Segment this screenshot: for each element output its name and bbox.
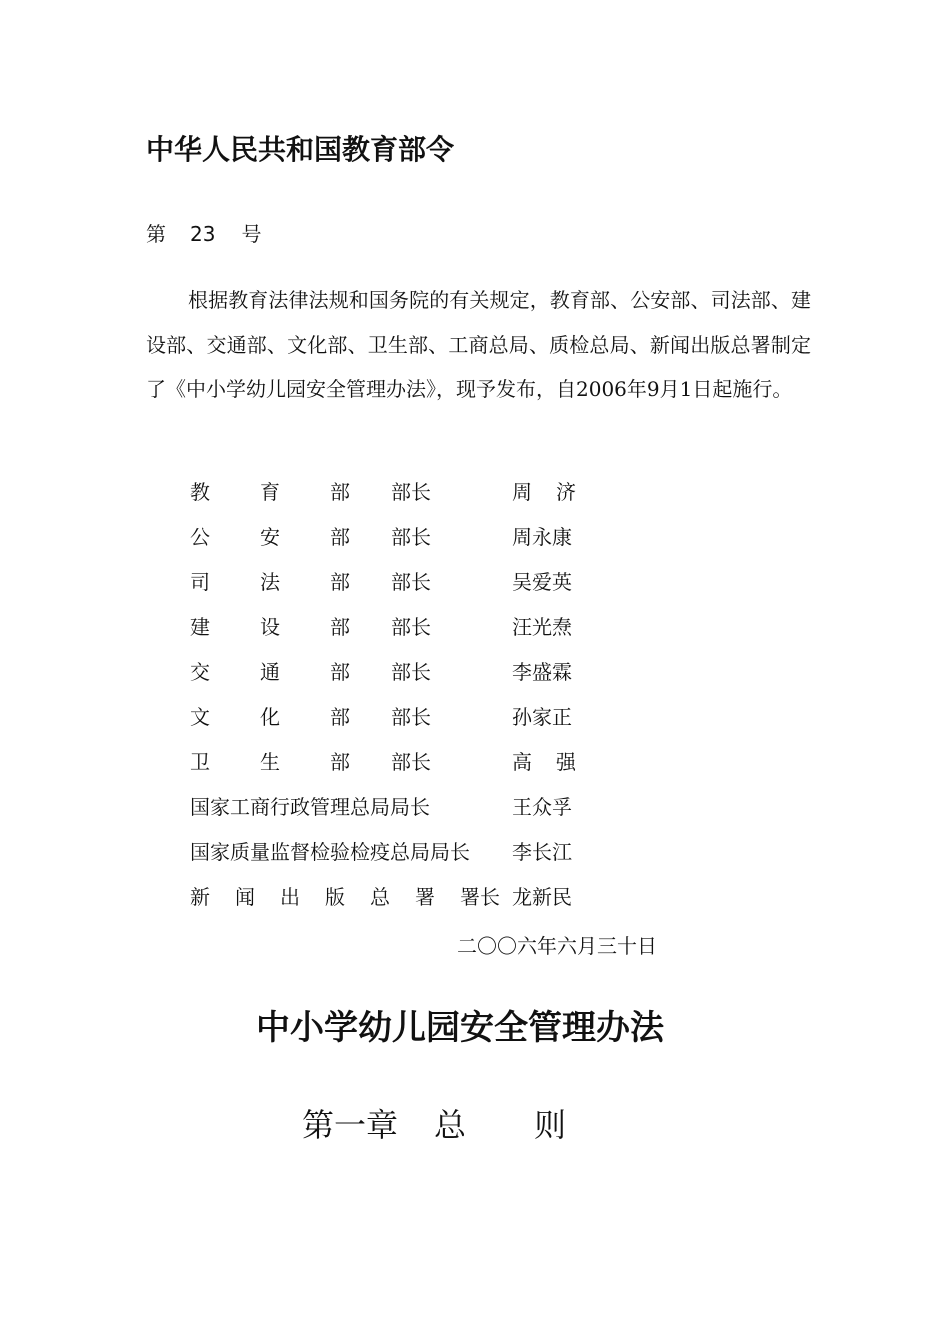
signatory-org	[190, 701, 350, 730]
org-char: 部	[330, 750, 350, 774]
order-number	[146, 218, 261, 247]
signatory-name: 龙新民	[512, 885, 572, 909]
signatory-title: 部长	[391, 705, 431, 729]
org-char: 育	[260, 480, 280, 504]
org-char: 教	[190, 480, 210, 504]
signatory-org	[190, 656, 350, 685]
org-char: 卫	[190, 750, 210, 774]
org-char: 署长	[460, 885, 500, 909]
chapter-number: 第一章	[302, 1106, 399, 1144]
order-number-prefix: 第	[146, 222, 166, 246]
org-char: 版	[325, 885, 345, 909]
name-char: 高	[512, 750, 532, 774]
signatory-row	[190, 476, 610, 516]
org-char: 生	[260, 750, 280, 774]
org-char: 文	[190, 705, 210, 729]
signatory-org	[190, 476, 350, 505]
order-number-suffix: 号	[241, 222, 262, 246]
org-char: 出	[280, 885, 300, 909]
org-char: 部	[330, 525, 350, 549]
org-char: 公	[190, 525, 210, 549]
chapter-name-char: 总	[434, 1106, 467, 1144]
signatory-title: 部长	[391, 525, 431, 549]
signatory-name: 李盛霖	[512, 660, 572, 684]
signatory-name: 周永康	[512, 525, 572, 549]
signatory-name	[512, 476, 576, 505]
signatory-title: 部长	[391, 750, 431, 774]
signatory-name: 李长江	[512, 840, 572, 864]
signatory-name: 吴爱英	[512, 570, 572, 594]
org-char: 部	[330, 705, 350, 729]
name-char: 济	[556, 480, 576, 504]
signatory-name: 王众孚	[512, 795, 572, 819]
org-char: 通	[260, 660, 280, 684]
preamble-paragraph: 根据教育法律法规和国务院的有关规定，教育部、公安部、司法部、建设部、交通部、文化部、卫生部、工商总局、质检总局、新闻出版总署制定了《中小学幼儿园安全管理办法》，现予发布，自2006年9月1日起施行。	[146, 288, 811, 401]
org-char: 闻	[235, 885, 255, 909]
signatory-row	[190, 656, 610, 696]
org-char: 安	[260, 525, 280, 549]
signatory-row	[190, 836, 610, 876]
chapter-heading	[302, 1100, 566, 1146]
signatory-org	[190, 611, 350, 640]
org-char: 法	[260, 570, 280, 594]
signatory-title: 部长	[391, 570, 431, 594]
signatory-org	[190, 566, 350, 595]
signatory-row	[190, 701, 610, 741]
org-char: 部	[330, 570, 350, 594]
org-char: 部	[330, 480, 350, 504]
signatory-name: 汪光焘	[512, 615, 572, 639]
org-char: 部	[330, 615, 350, 639]
org-char: 署	[415, 885, 435, 909]
signatory-org: 国家工商行政管理总局局长	[190, 795, 430, 819]
org-char: 总	[370, 885, 390, 909]
signatory-row	[190, 521, 610, 561]
name-char: 周	[512, 480, 532, 504]
signatory-name: 孙家正	[512, 705, 572, 729]
org-char: 司	[190, 570, 210, 594]
signatory-title: 部长	[391, 480, 431, 504]
org-char: 建	[190, 615, 210, 639]
signatory-org: 国家质量监督检验检疫总局局长	[190, 840, 470, 864]
order-title: 中华人民共和国教育部令	[146, 133, 455, 166]
signatory-row	[190, 881, 610, 921]
chapter-name-char: 则	[534, 1106, 567, 1144]
name-char: 强	[556, 750, 576, 774]
org-char: 设	[260, 615, 280, 639]
org-char: 交	[190, 660, 210, 684]
signatory-row	[190, 791, 610, 831]
signatory-org	[190, 746, 350, 775]
signatory-row	[190, 566, 610, 606]
org-char: 新	[190, 885, 210, 909]
org-char: 化	[260, 705, 280, 729]
measure-title: 中小学幼儿园安全管理办法	[256, 1008, 664, 1048]
signatory-row	[190, 611, 610, 651]
signatory-org	[190, 881, 500, 910]
signatory-org	[190, 521, 350, 550]
signatory-title: 部长	[391, 615, 431, 639]
org-char: 部	[330, 660, 350, 684]
signatory-row	[190, 746, 610, 786]
issue-date: 二〇〇六年六月三十日	[457, 934, 657, 958]
signatory-name	[512, 746, 576, 775]
order-number-value: 23	[190, 222, 216, 246]
signatory-title: 部长	[391, 660, 431, 684]
